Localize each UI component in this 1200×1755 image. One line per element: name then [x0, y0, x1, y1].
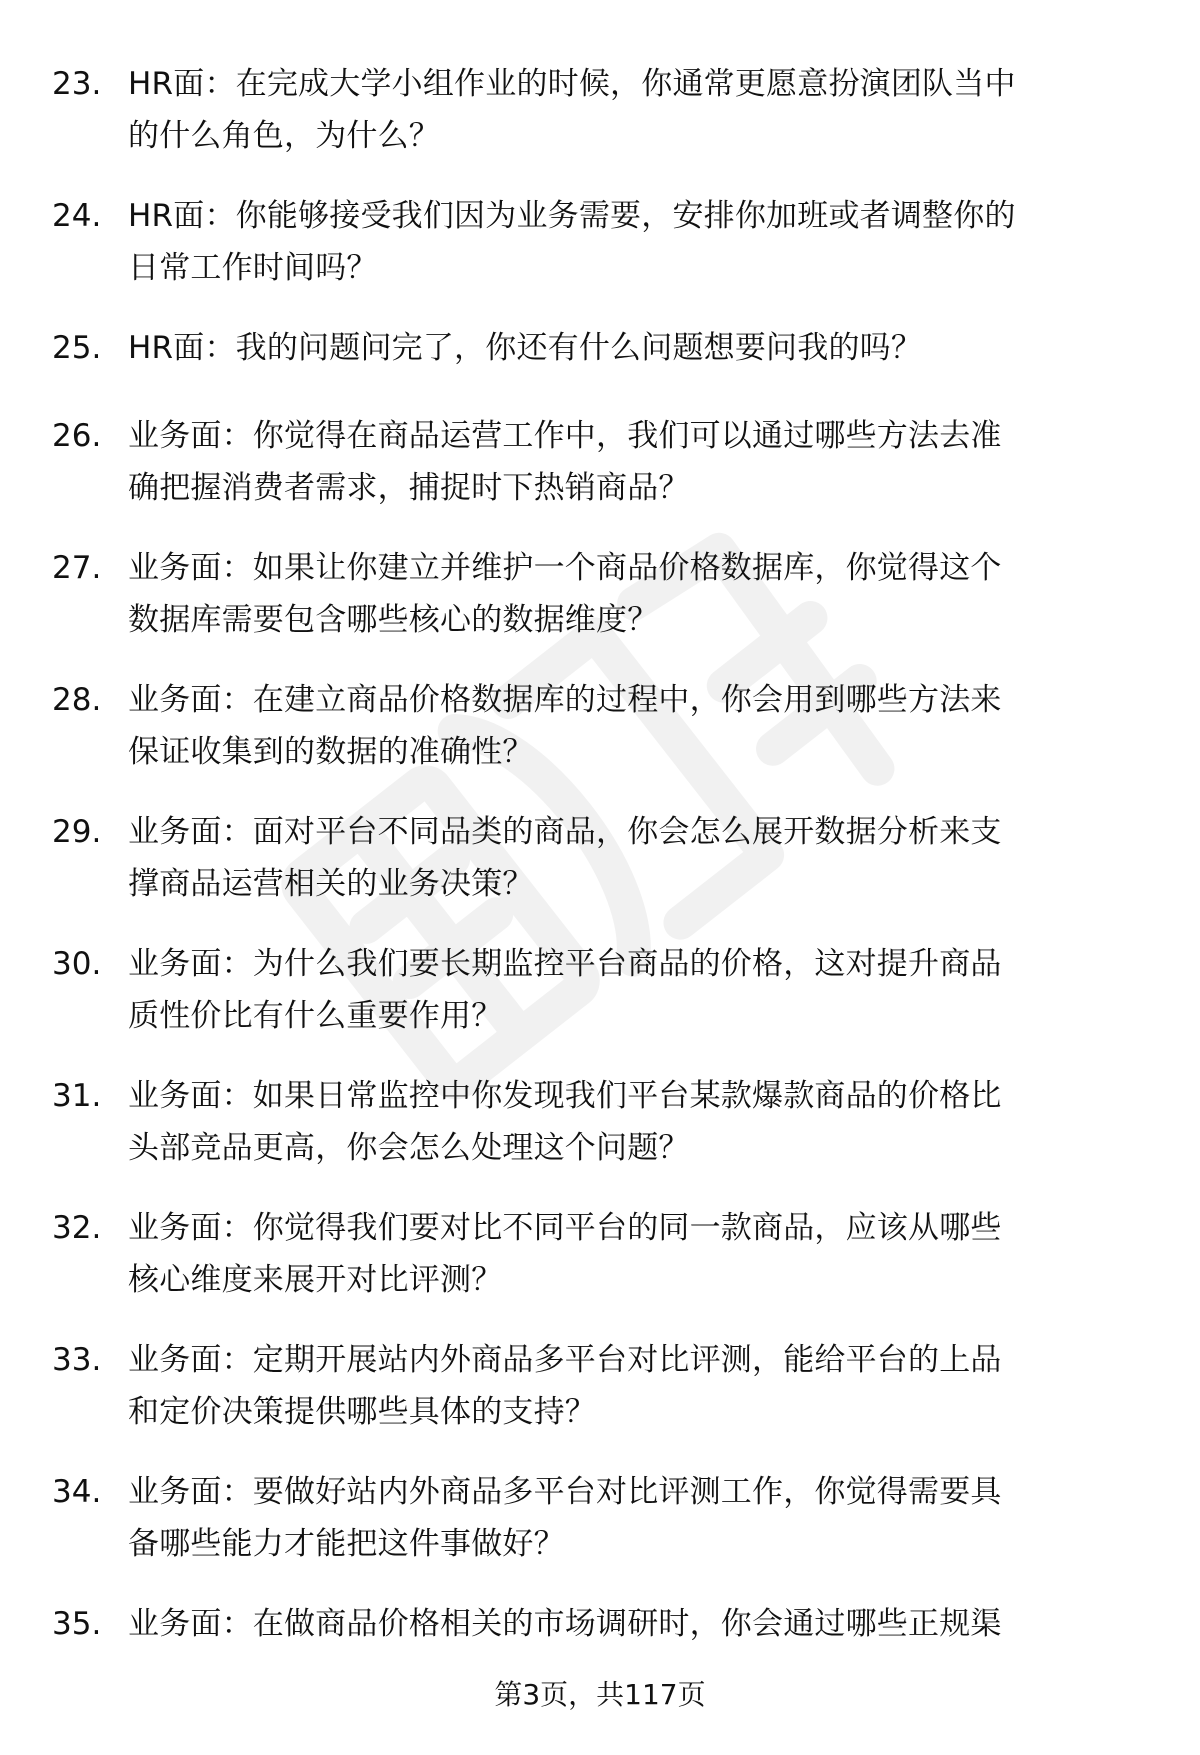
question-number: 26. [52, 418, 102, 454]
question-text-line1: 业务面：在建立商品价格数据库的过程中，你会用到哪些方法来 [128, 682, 1002, 718]
question-number: 31. [52, 1078, 102, 1114]
question-text-line2: 备哪些能力才能把这件事做好？ [128, 1526, 565, 1562]
question-text-line2: 撑商品运营相关的业务决策？ [128, 866, 534, 902]
question-number: 23. [52, 66, 102, 102]
question-text-line2: 确把握消费者需求，捕捉时下热销商品？ [128, 470, 690, 506]
question-text-line2: 质性价比有什么重要作用？ [128, 998, 503, 1034]
question-number: 32. [52, 1210, 102, 1246]
question-item [0, 410, 1200, 542]
question-text-line2: 日常工作时间吗？ [128, 250, 378, 286]
page-footer: 第3页，共117页 [494, 1678, 706, 1711]
question-text-line2: 核心维度来展开对比评测？ [128, 1262, 503, 1298]
question-text-line1: HR面：在完成大学小组作业的时候，你通常更愿意扮演团队当中 [128, 66, 1016, 102]
question-text-line1: 业务面：为什么我们要长期监控平台商品的价格，这对提升商品 [128, 946, 1002, 982]
question-list [0, 58, 1200, 1658]
question-number: 25. [52, 330, 102, 366]
question-item [0, 58, 1200, 190]
question-item [0, 322, 1200, 410]
question-item [0, 1466, 1200, 1598]
question-number: 33. [52, 1342, 102, 1378]
question-number: 29. [52, 814, 102, 850]
question-text-line2: 的什么角色，为什么？ [128, 118, 440, 154]
question-number: 35. [52, 1606, 102, 1642]
question-item [0, 806, 1200, 938]
question-number: 24. [52, 198, 102, 234]
question-item [0, 674, 1200, 806]
question-item [0, 190, 1200, 322]
question-text-line1: HR面：我的问题问完了，你还有什么问题想要问我的吗？ [128, 330, 923, 366]
question-text-line2: 数据库需要包含哪些核心的数据维度？ [128, 602, 659, 638]
question-text-line1: 业务面：要做好站内外商品多平台对比评测工作，你觉得需要具 [128, 1474, 1002, 1510]
question-text-line2: 头部竞品更高，你会怎么处理这个问题？ [128, 1130, 690, 1166]
question-text-line1: 业务面：如果日常监控中你发现我们平台某款爆款商品的价格比 [128, 1078, 1002, 1114]
question-text-line1: 业务面：在做商品价格相关的市场调研时，你会通过哪些正规渠 [128, 1606, 1002, 1642]
question-text-line2: 保证收集到的数据的准确性？ [128, 734, 534, 770]
question-item [0, 1070, 1200, 1202]
question-text-line1: 业务面：你觉得在商品运营工作中，我们可以通过哪些方法去准 [128, 418, 1002, 454]
question-text-line1: HR面：你能够接受我们因为业务需要，安排你加班或者调整你的 [128, 198, 1016, 234]
question-item [0, 938, 1200, 1070]
question-item [0, 1598, 1200, 1658]
question-number: 30. [52, 946, 102, 982]
question-text-line1: 业务面：如果让你建立并维护一个商品价格数据库，你觉得这个 [128, 550, 1002, 586]
question-text-line1: 业务面：你觉得我们要对比不同平台的同一款商品，应该从哪些 [128, 1210, 1002, 1246]
question-item [0, 542, 1200, 674]
question-text-line1: 业务面：面对平台不同品类的商品，你会怎么展开数据分析来支 [128, 814, 1002, 850]
question-text-line2: 和定价决策提供哪些具体的支持？ [128, 1394, 596, 1430]
question-item [0, 1334, 1200, 1466]
question-number: 27. [52, 550, 102, 586]
question-number: 34. [52, 1474, 102, 1510]
question-item [0, 1202, 1200, 1334]
question-number: 28. [52, 682, 102, 718]
question-text-line1: 业务面：定期开展站内外商品多平台对比评测，能给平台的上品 [128, 1342, 1002, 1378]
